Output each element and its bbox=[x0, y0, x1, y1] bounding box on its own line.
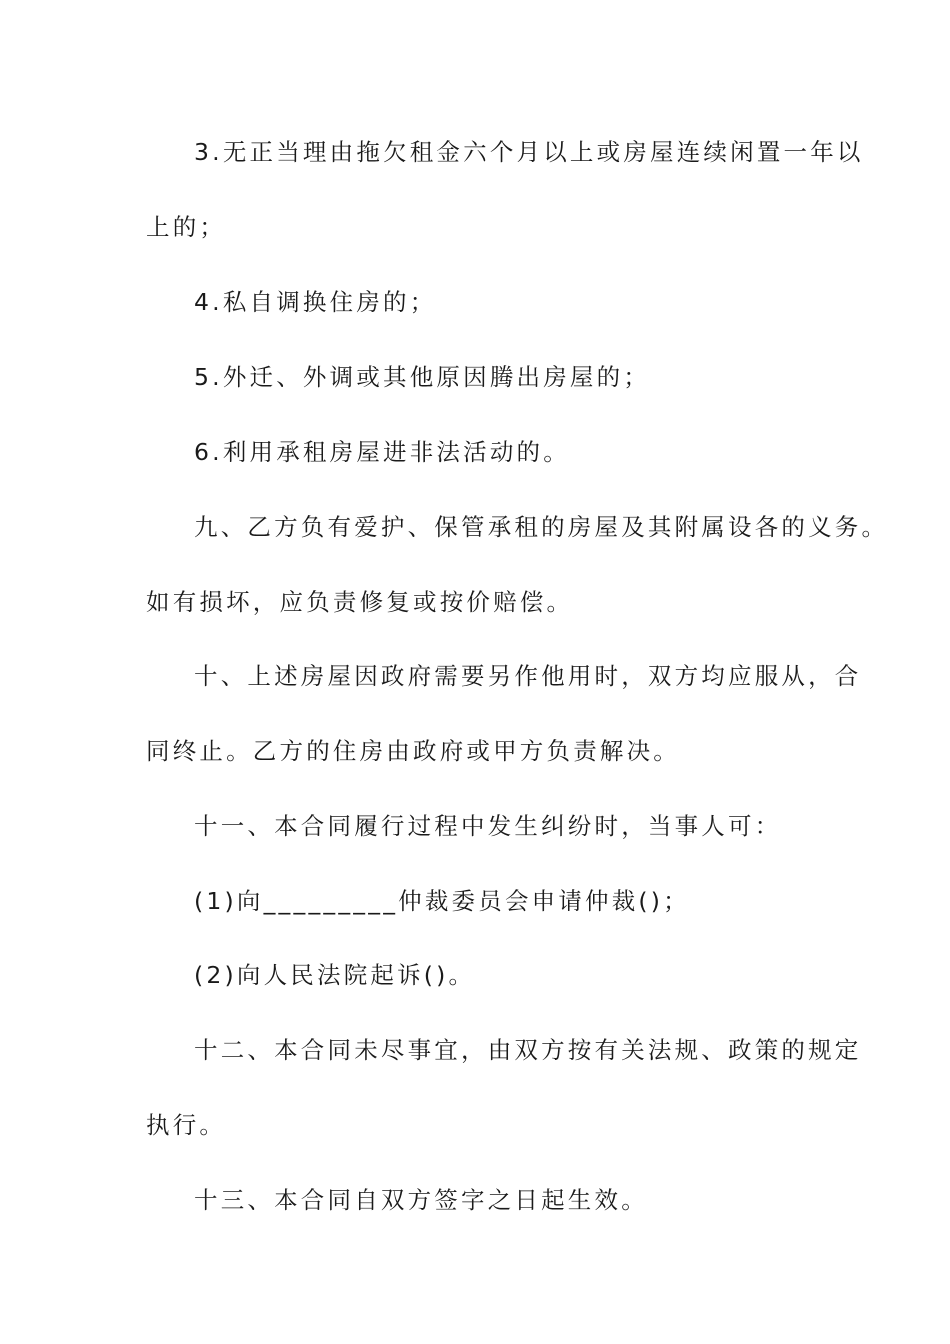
clause-9-line-2: 如有损坏，应负责修复或按价赔偿。 bbox=[146, 588, 574, 616]
clause-8-item-5: 5.外迁、外调或其他原因腾出房屋的； bbox=[194, 363, 651, 391]
clause-8-item-3-line-2: 上的； bbox=[146, 213, 227, 241]
clause-8-item-6: 6.利用承租房屋进非法活动的。 bbox=[194, 438, 570, 466]
clause-10-line-2: 同终止。乙方的住房由政府或甲方负责解决。 bbox=[146, 737, 680, 765]
clause-12-line-1: 十二、本合同未尽事宜，由双方按有关法规、政策的规定 bbox=[194, 1036, 862, 1064]
clause-11-option-2: (2)向人民法院起诉()。 bbox=[194, 961, 476, 989]
clause-13: 十三、本合同自双方签字之日起生效。 bbox=[194, 1186, 648, 1214]
clause-11-option-1: (1)向_________仲裁委员会申请仲裁()； bbox=[194, 887, 690, 915]
clause-11-heading: 十一、本合同履行过程中发生纠纷时，当事人可： bbox=[194, 812, 782, 840]
clause-9-line-1: 九、乙方负有爱护、保管承租的房屋及其附属设各的义务。 bbox=[194, 513, 889, 541]
clause-8-item-3-line-1: 3.无正当理由拖欠租金六个月以上或房屋连续闲置一年以 bbox=[194, 138, 864, 166]
clause-8-item-4: 4.私自调换住房的； bbox=[194, 288, 437, 316]
clause-10-line-1: 十、上述房屋因政府需要另作他用时，双方均应服从，合 bbox=[194, 662, 862, 690]
clause-12-line-2: 执行。 bbox=[146, 1111, 227, 1139]
